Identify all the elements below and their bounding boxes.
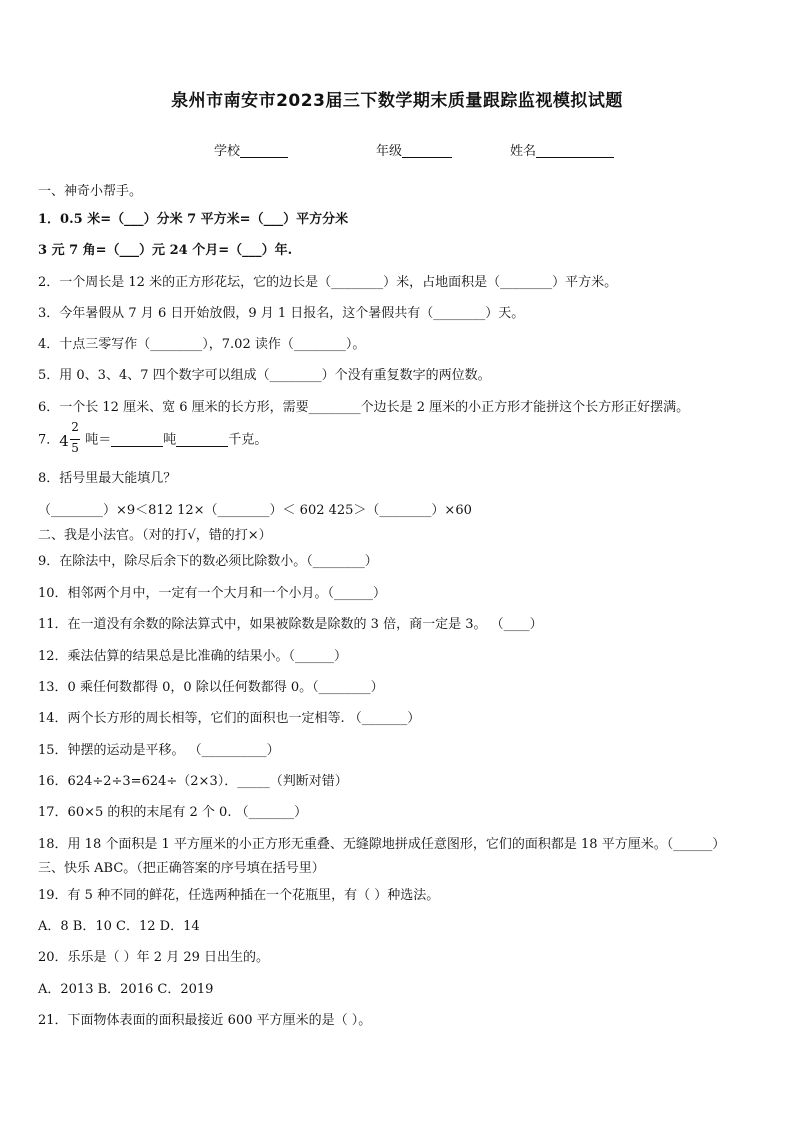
question-13: 13．0 乘任何数都得 0，0 除以任何数都得 0。（________）: [38, 680, 384, 695]
question-17: 17．60×5 的积的末尾有 2 个 0. （_______）: [38, 805, 308, 820]
question-20: 20．乐乐是（ ）年 2 月 29 日出生的。: [38, 950, 270, 965]
question-1-continued: 3 元 7 角=（___）元 24 个月=（___）年.: [38, 243, 293, 258]
name-blank[interactable]: [536, 143, 614, 158]
question-19-options: A．8 B．10 C．12 D．14: [38, 919, 200, 934]
question-7: [38, 420, 268, 456]
question-10: 10．相邻两个月中，一定有一个大月和一个小月。（______）: [38, 586, 387, 601]
q7-blank-1[interactable]: [111, 432, 163, 447]
question-12: 12．乘法估算的结果总是比准确的结果小。（______）: [38, 649, 348, 664]
school-label: 学校: [214, 144, 241, 159]
q7-blank-2[interactable]: [176, 432, 228, 447]
grade-field: [376, 140, 452, 159]
fraction-bar: [70, 439, 80, 440]
question-5: 5．用 0、3、4、7 四个数字可以组成（________）个没有重复数字的两位数。: [38, 368, 491, 383]
q7-text-1: 吨＝: [85, 432, 112, 448]
question-6: 6．一个长 12 厘米、宽 6 厘米的长方形，需要________个边长是 2 厘米的小正方形才能拼这个长方形正好摆满。: [38, 400, 690, 415]
question-9: 9．在除法中，除尽后余下的数必须比除数小。（________）: [38, 554, 378, 569]
fraction-denominator: 5: [71, 441, 79, 455]
school-field: [214, 140, 288, 159]
question-1: 1．0.5 米=（___）分米 7 平方米=（___）平方分米: [38, 212, 349, 227]
question-20-options: A．2013 B．2016 C．2019: [38, 982, 214, 997]
page-title: 泉州市南安市2023届三下数学期末质量跟踪监视模拟试题: [171, 91, 623, 111]
question-21: 21．下面物体表面的面积最接近 600 平方厘米的是（ ）。: [38, 1013, 372, 1028]
q7-label: 7．: [38, 432, 60, 448]
question-3: 3．今年暑假从 7 月 6 日开始放假，9 月 1 日报名，这个暑假共有（________）天。: [38, 306, 525, 321]
section-2-heading: 二、我是小法官。（对的打√，错的打×）: [38, 528, 272, 543]
name-label: 姓名: [510, 144, 537, 159]
grade-label: 年级: [376, 144, 403, 159]
question-8: 8．括号里最大能填几？: [38, 471, 177, 486]
q7-text-2: 吨: [163, 432, 177, 448]
school-blank[interactable]: [240, 143, 288, 158]
q7-text-3: 千克。: [228, 432, 268, 448]
grade-blank[interactable]: [402, 143, 452, 158]
question-19: 19．有 5 种不同的鲜花，任选两种插在一个花瓶里，有（ ）种选法。: [38, 888, 440, 903]
question-14: 14．两个长方形的周长相等，它们的面积也一定相等. （_______）: [38, 711, 421, 726]
question-16: 16．624÷2÷3=624÷（2×3）．_____（判断对错）: [38, 774, 348, 789]
fraction-whole: 4: [59, 432, 69, 450]
section-3-heading: 三、快乐 ABC。（把正确答案的序号填在括号里）: [38, 861, 325, 876]
fraction-numerator: 2: [71, 420, 79, 434]
name-field: [510, 140, 614, 159]
question-8-items: （________）×9＜812 12×（________）＜ 602 425＞（________）×60: [38, 503, 472, 518]
question-4: 4．十点三零写作（________），7.02 读作（________）。: [38, 337, 366, 352]
mixed-fraction: [59, 420, 85, 456]
question-15: 15．钟摆的运动是平移。 （__________）: [38, 743, 280, 758]
section-1-heading: 一、神奇小帮手。: [38, 184, 143, 199]
question-11: 11．在一道没有余数的除法算式中，如果被除数是除数的 3 倍，商一定是 3。 （____）: [38, 617, 543, 632]
question-2: 2．一个周长是 12 米的正方形花坛，它的边长是（________）米，占地面积是（________）平方米。: [38, 275, 618, 290]
question-18: 18．用 18 个面积是 1 平方厘米的小正方形无重叠、无缝隙地拼成任意图形，它们的面积都是 18 平方厘米。（______）: [38, 837, 726, 852]
